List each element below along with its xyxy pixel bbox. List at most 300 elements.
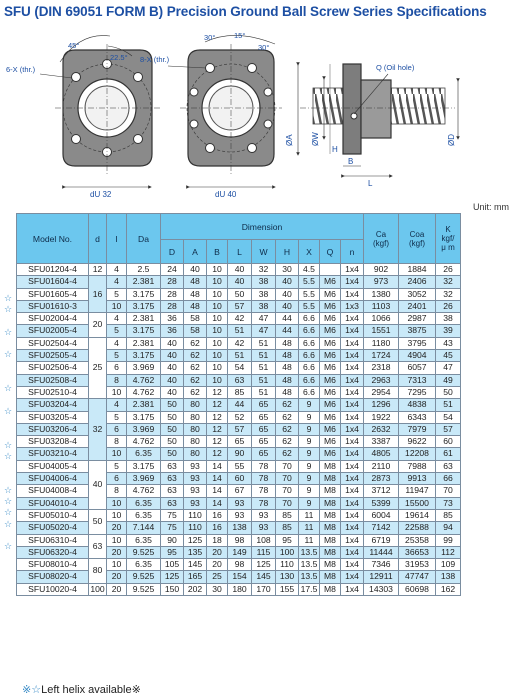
cell-i: 10 <box>107 300 127 312</box>
cell-coa: 60698 <box>399 583 436 595</box>
cell-da: 3.969 <box>127 473 161 485</box>
cell-q: M6 <box>320 313 341 325</box>
footnote-end-mark: ※ <box>131 684 141 696</box>
cell-b: 30 <box>207 583 228 595</box>
table-row <box>17 546 461 558</box>
cell-n: 1x4 <box>341 337 364 349</box>
cell-model: SFU02005-4 <box>17 325 89 337</box>
cell-a: 58 <box>184 313 207 325</box>
cell-coa: 47747 <box>399 571 436 583</box>
cell-i: 10 <box>107 509 127 521</box>
technical-drawings <box>0 22 515 200</box>
cell-h: 70 <box>276 497 299 509</box>
cell-l: 40 <box>228 276 252 288</box>
cell-da: 3.175 <box>127 460 161 472</box>
cell-model: SFU03206-4 <box>17 423 89 435</box>
cell-q: M6 <box>320 423 341 435</box>
cell-n: 1x4 <box>341 399 364 411</box>
cell-coa: 36653 <box>399 546 436 558</box>
cell-q: M6 <box>320 386 341 398</box>
cell-a: 40 <box>184 264 207 276</box>
cell-x: 6.6 <box>299 337 320 349</box>
cell-da: 3.175 <box>127 288 161 300</box>
cell-k: 47 <box>436 362 461 374</box>
cell-h: 95 <box>276 534 299 546</box>
cell-w: 65 <box>252 423 276 435</box>
cell-ca: 2963 <box>364 374 399 386</box>
left-helix-star-icon: ☆ <box>4 349 13 360</box>
cell-q: M8 <box>320 460 341 472</box>
cell-ca: 2632 <box>364 423 399 435</box>
cell-n: 1x4 <box>341 522 364 534</box>
table-row <box>17 313 461 325</box>
cell-da: 3.969 <box>127 362 161 374</box>
cell-ca: 3712 <box>364 485 399 497</box>
cell-ca: 902 <box>364 264 399 276</box>
cell-x: 6.6 <box>299 362 320 374</box>
cell-da: 4.762 <box>127 436 161 448</box>
cell-da: 6.35 <box>127 497 161 509</box>
cell-k: 39 <box>436 325 461 337</box>
cell-q: M6 <box>320 399 341 411</box>
cell-q: M6 <box>320 276 341 288</box>
cell-w: 145 <box>252 571 276 583</box>
cell-ca: 5399 <box>364 497 399 509</box>
cell-q: M8 <box>320 571 341 583</box>
table-row <box>17 264 461 276</box>
cell-q: M6 <box>320 288 341 300</box>
cell-coa: 15500 <box>399 497 436 509</box>
cell-w: 51 <box>252 362 276 374</box>
header-i: I <box>107 214 127 264</box>
table-row <box>17 325 461 337</box>
cell-d: 40 <box>161 386 184 398</box>
cell-w: 78 <box>252 497 276 509</box>
table-row <box>17 534 461 546</box>
cell-l: 57 <box>228 423 252 435</box>
cell-coa: 2987 <box>399 313 436 325</box>
table-row <box>17 374 461 386</box>
cell-x: 13.5 <box>299 571 320 583</box>
cell-k: 66 <box>436 473 461 485</box>
cell-coa: 7295 <box>399 386 436 398</box>
cell-n: 1x4 <box>341 559 364 571</box>
cell-w: 47 <box>252 313 276 325</box>
cell-d: 40 <box>161 350 184 362</box>
cell-d: 63 <box>161 485 184 497</box>
cell-ca: 1180 <box>364 337 399 349</box>
cell-n: 1x4 <box>341 436 364 448</box>
cell-coa: 22588 <box>399 522 436 534</box>
cell-coa: 12208 <box>399 448 436 460</box>
cell-k: 26 <box>436 264 461 276</box>
cell-d: 90 <box>161 534 184 546</box>
cell-l: 90 <box>228 448 252 460</box>
spec-table-body <box>17 264 461 596</box>
dim-phi-d: ØD <box>447 134 456 146</box>
cell-d: 40 <box>161 337 184 349</box>
cell-x: 13.5 <box>299 559 320 571</box>
cell-n: 1x4 <box>341 485 364 497</box>
cell-i: 20 <box>107 571 127 583</box>
cell-i: 5 <box>107 460 127 472</box>
cell-q: M8 <box>320 497 341 509</box>
cell-l: 54 <box>228 362 252 374</box>
spec-table <box>16 213 461 596</box>
cell-da: 2.381 <box>127 337 161 349</box>
cell-i: 6 <box>107 362 127 374</box>
cell-coa: 31953 <box>399 559 436 571</box>
cell-model: SFU05020-4 <box>17 522 89 534</box>
table-row <box>17 485 461 497</box>
cell-l: 52 <box>228 411 252 423</box>
cell-b: 12 <box>207 386 228 398</box>
cell-d: 28 <box>161 288 184 300</box>
cell-model: SFU10020-4 <box>17 583 89 595</box>
table-row <box>17 288 461 300</box>
cell-a: 62 <box>184 350 207 362</box>
cell-coa: 3795 <box>399 337 436 349</box>
cell-ca: 6004 <box>364 509 399 521</box>
cell-model: SFU06310-4 <box>17 534 89 546</box>
cell-model: SFU04005-4 <box>17 460 89 472</box>
cell-w: 78 <box>252 460 276 472</box>
cell-k: 85 <box>436 509 461 521</box>
table-row <box>17 473 461 485</box>
cell-i: 4 <box>107 337 127 349</box>
left-helix-star-icon: ☆ <box>4 518 13 529</box>
cell-q: M6 <box>320 411 341 423</box>
cell-i: 10 <box>107 497 127 509</box>
cell-h: 30 <box>276 264 299 276</box>
cell-x: 6.6 <box>299 374 320 386</box>
table-row <box>17 423 461 435</box>
cell-ca: 7142 <box>364 522 399 534</box>
cell-b: 12 <box>207 399 228 411</box>
cell-d: 63 <box>161 473 184 485</box>
cell-d: 32 <box>89 399 107 460</box>
cell-n: 1x4 <box>341 411 364 423</box>
cell-q: M6 <box>320 300 341 312</box>
cell-l: 138 <box>228 522 252 534</box>
cell-h: 85 <box>276 509 299 521</box>
cell-da: 3.175 <box>127 411 161 423</box>
cell-i: 4 <box>107 264 127 276</box>
cell-b: 10 <box>207 374 228 386</box>
cell-b: 16 <box>207 522 228 534</box>
dim-phi-w: ØW <box>311 132 320 146</box>
cell-w: 65 <box>252 436 276 448</box>
cell-a: 58 <box>184 325 207 337</box>
cell-b: 10 <box>207 276 228 288</box>
header-coa: Coa (kgf) <box>399 214 436 264</box>
flange1-angle-a: 45° <box>68 41 80 50</box>
cell-l: 154 <box>228 571 252 583</box>
table-row <box>17 350 461 362</box>
header-dim-D: D <box>161 240 184 264</box>
cell-da: 9.525 <box>127 571 161 583</box>
cell-i: 10 <box>107 386 127 398</box>
cell-ca: 1380 <box>364 288 399 300</box>
cell-b: 14 <box>207 485 228 497</box>
cell-i: 6 <box>107 473 127 485</box>
cell-b: 18 <box>207 534 228 546</box>
cell-x: 9 <box>299 497 320 509</box>
cell-k: 50 <box>436 386 461 398</box>
cell-k: 162 <box>436 583 461 595</box>
cell-w: 65 <box>252 399 276 411</box>
cell-l: 93 <box>228 509 252 521</box>
cell-h: 48 <box>276 337 299 349</box>
cell-h: 155 <box>276 583 299 595</box>
dim-h: H <box>332 145 338 154</box>
cell-h: 70 <box>276 460 299 472</box>
table-row <box>17 460 461 472</box>
cell-a: 93 <box>184 497 207 509</box>
table-row <box>17 522 461 534</box>
left-helix-star-icon: ☆ <box>4 484 13 495</box>
cell-d: 40 <box>89 460 107 509</box>
footnote-star-icon: ※☆ <box>22 684 42 696</box>
cell-i: 8 <box>107 374 127 386</box>
cell-k: 60 <box>436 436 461 448</box>
cell-w: 93 <box>252 522 276 534</box>
cell-q: M8 <box>320 509 341 521</box>
cell-x: 5.5 <box>299 300 320 312</box>
cell-model: SFU02505-4 <box>17 350 89 362</box>
cell-b: 10 <box>207 325 228 337</box>
cell-i: 4 <box>107 313 127 325</box>
cell-x: 9 <box>299 460 320 472</box>
cell-a: 80 <box>184 411 207 423</box>
cell-d: 50 <box>161 436 184 448</box>
cell-d: 50 <box>161 448 184 460</box>
cell-w: 51 <box>252 337 276 349</box>
cell-a: 110 <box>184 509 207 521</box>
cell-coa: 7988 <box>399 460 436 472</box>
oil-hole-label: Q (Oil hole) <box>376 63 415 72</box>
cell-a: 62 <box>184 374 207 386</box>
cell-l: 42 <box>228 313 252 325</box>
cell-l: 55 <box>228 460 252 472</box>
flange2-angle-a: 30° <box>204 33 216 42</box>
cell-coa: 4838 <box>399 399 436 411</box>
cell-a: 202 <box>184 583 207 595</box>
cell-w: 32 <box>252 264 276 276</box>
cell-x: 9 <box>299 448 320 460</box>
cell-da: 2.381 <box>127 313 161 325</box>
cell-h: 48 <box>276 350 299 362</box>
cell-n: 1x4 <box>341 264 364 276</box>
cell-w: 51 <box>252 350 276 362</box>
cell-coa: 3875 <box>399 325 436 337</box>
cell-l: 180 <box>228 583 252 595</box>
flange1-diameter: dU 32 <box>90 190 112 199</box>
cell-w: 78 <box>252 473 276 485</box>
header-d: d <box>89 214 107 264</box>
cell-a: 62 <box>184 386 207 398</box>
cell-q: M8 <box>320 485 341 497</box>
cell-l: 67 <box>228 485 252 497</box>
header-dim-A: A <box>184 240 207 264</box>
cell-n: 1x4 <box>341 362 364 374</box>
cell-a: 80 <box>184 448 207 460</box>
cell-d: 28 <box>161 276 184 288</box>
cell-h: 100 <box>276 546 299 558</box>
cell-da: 4.762 <box>127 386 161 398</box>
cell-coa: 7313 <box>399 374 436 386</box>
cell-w: 65 <box>252 411 276 423</box>
cell-coa: 9622 <box>399 436 436 448</box>
cell-coa: 9913 <box>399 473 436 485</box>
table-row <box>17 300 461 312</box>
cell-q: M6 <box>320 436 341 448</box>
footnote-text: Left helix available <box>41 684 132 696</box>
cell-d: 50 <box>161 399 184 411</box>
side-view <box>285 63 458 188</box>
cell-coa: 6343 <box>399 411 436 423</box>
left-helix-star-icon: ☆ <box>4 439 13 450</box>
cell-coa: 6057 <box>399 362 436 374</box>
cell-model: SFU01604-4 <box>17 276 89 288</box>
cell-n: 1x4 <box>341 325 364 337</box>
cell-model: SFU01204-4 <box>17 264 89 276</box>
cell-ca: 1922 <box>364 411 399 423</box>
cell-n: 1x4 <box>341 374 364 386</box>
cell-b: 12 <box>207 448 228 460</box>
table-row <box>17 337 461 349</box>
cell-ca: 2318 <box>364 362 399 374</box>
cell-da: 3.175 <box>127 350 161 362</box>
header-k: K kgf/ μ m <box>436 214 461 264</box>
cell-h: 48 <box>276 374 299 386</box>
cell-a: 93 <box>184 460 207 472</box>
cell-ca: 11444 <box>364 546 399 558</box>
flange1-holes-label: 6-X (thr.) <box>6 65 36 74</box>
cell-q: M6 <box>320 362 341 374</box>
cell-w: 51 <box>252 374 276 386</box>
cell-x: 6.6 <box>299 350 320 362</box>
cell-i: 8 <box>107 485 127 497</box>
cell-d: 75 <box>161 522 184 534</box>
cell-a: 165 <box>184 571 207 583</box>
cell-n: 1x4 <box>341 313 364 325</box>
header-model: Model No. <box>17 214 89 264</box>
cell-coa: 4904 <box>399 350 436 362</box>
left-helix-star-icon: ☆ <box>4 496 13 506</box>
cell-k: 73 <box>436 497 461 509</box>
cell-x: 11 <box>299 509 320 521</box>
cell-l: 93 <box>228 497 252 509</box>
cell-b: 14 <box>207 497 228 509</box>
cell-ca: 2954 <box>364 386 399 398</box>
cell-q: M6 <box>320 337 341 349</box>
cell-model: SFU03205-4 <box>17 411 89 423</box>
cell-model: SFU03208-4 <box>17 436 89 448</box>
cell-n: 1x4 <box>341 288 364 300</box>
cell-h: 40 <box>276 276 299 288</box>
cell-coa: 2406 <box>399 276 436 288</box>
cell-coa: 19614 <box>399 509 436 521</box>
header-ca: Ca (kgf) <box>364 214 399 264</box>
left-helix-star-icon: ☆ <box>4 507 13 518</box>
cell-da: 3.969 <box>127 423 161 435</box>
cell-x: 5.5 <box>299 288 320 300</box>
cell-q: M6 <box>320 448 341 460</box>
table-row <box>17 436 461 448</box>
cell-b: 14 <box>207 473 228 485</box>
cell-coa: 1884 <box>399 264 436 276</box>
left-helix-star-icon: ☆ <box>4 405 13 416</box>
cell-k: 61 <box>436 448 461 460</box>
cell-a: 93 <box>184 473 207 485</box>
cell-ca: 1551 <box>364 325 399 337</box>
cell-w: 125 <box>252 559 276 571</box>
table-row <box>17 362 461 374</box>
cell-b: 10 <box>207 300 228 312</box>
cell-q: M6 <box>320 350 341 362</box>
cell-h: 85 <box>276 522 299 534</box>
header-dim-H: H <box>276 240 299 264</box>
table-row <box>17 497 461 509</box>
cell-model: SFU03204-4 <box>17 399 89 411</box>
flange2-holes-label: 8-X (thr.) <box>140 55 170 64</box>
cell-ca: 2110 <box>364 460 399 472</box>
cell-x: 6.6 <box>299 313 320 325</box>
cell-b: 10 <box>207 337 228 349</box>
cell-k: 70 <box>436 485 461 497</box>
cell-k: 112 <box>436 546 461 558</box>
header-dim-n: n <box>341 240 364 264</box>
cell-w: 93 <box>252 509 276 521</box>
cell-k: 57 <box>436 423 461 435</box>
cell-da: 3.175 <box>127 325 161 337</box>
left-helix-star-icon: ☆ <box>4 303 13 314</box>
cell-q: M8 <box>320 522 341 534</box>
cell-h: 48 <box>276 362 299 374</box>
cell-l: 40 <box>228 264 252 276</box>
left-helix-star-icon: ☆ <box>4 541 13 552</box>
cell-coa: 2401 <box>399 300 436 312</box>
cell-ca: 6719 <box>364 534 399 546</box>
cell-a: 135 <box>184 546 207 558</box>
cell-b: 10 <box>207 350 228 362</box>
cell-d: 50 <box>89 509 107 534</box>
cell-k: 32 <box>436 276 461 288</box>
cell-w: 115 <box>252 546 276 558</box>
cell-k: 32 <box>436 288 461 300</box>
cell-k: 99 <box>436 534 461 546</box>
cell-model: SFU04010-4 <box>17 497 89 509</box>
cell-n: 1x4 <box>341 423 364 435</box>
cell-b: 10 <box>207 264 228 276</box>
cell-a: 62 <box>184 337 207 349</box>
cell-ca: 1724 <box>364 350 399 362</box>
cell-q: M6 <box>320 374 341 386</box>
cell-d: 95 <box>161 546 184 558</box>
cell-w: 38 <box>252 276 276 288</box>
cell-i: 4 <box>107 276 127 288</box>
cell-x: 17.5 <box>299 583 320 595</box>
cell-ca: 12911 <box>364 571 399 583</box>
table-row <box>17 386 461 398</box>
flange-view-8-hole <box>140 31 282 199</box>
cell-b: 12 <box>207 436 228 448</box>
cell-h: 70 <box>276 485 299 497</box>
left-helix-star-icon: ☆ <box>4 326 13 337</box>
cell-da: 9.525 <box>127 583 161 595</box>
cell-k: 38 <box>436 313 461 325</box>
